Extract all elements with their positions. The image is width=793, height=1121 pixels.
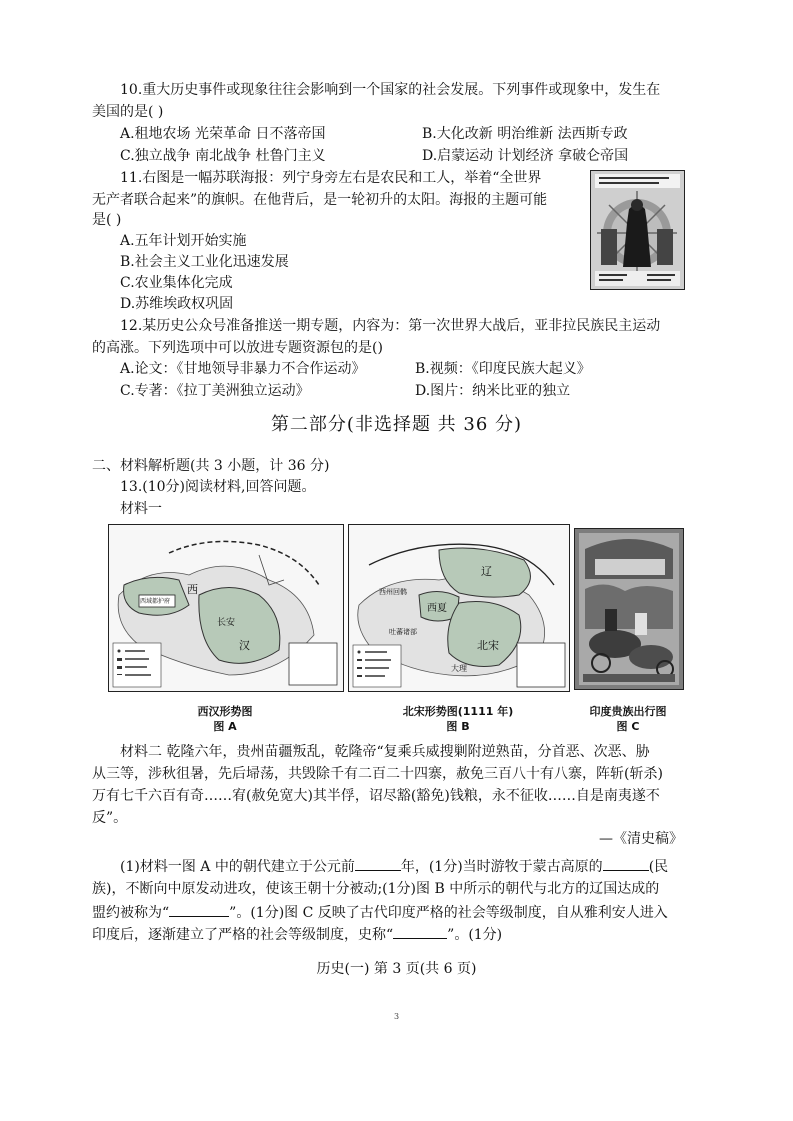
page-number: 3 [393, 1012, 400, 1021]
q13-1-line1 [120, 856, 668, 877]
q13-1-line2: 族)，不断向中原发动进攻，使该王朝十分被动;(1分)图 B 中所示的朝代与北方的辽国达成的 [92, 881, 660, 897]
q12-line2: 的高涨。下列选项中可以放进专题资源包的是() [92, 340, 383, 356]
material2-line2: 从三等，涉秋徂暑，先后埽荡，共毁除千有二百二十四寨，赦免三百八十有八寨，阵斩(斩杀) [92, 766, 663, 782]
q12-option-d: D.图片：纳米比亚的独立 [415, 383, 571, 399]
material2-line4: 反”。 [92, 810, 128, 826]
answer-blank-year[interactable] [355, 856, 401, 871]
figure-b-label: 图 B [446, 720, 470, 733]
figure-a-caption: 西汉形势图 [197, 705, 253, 718]
q10-option-d: D.启蒙运动 计划经济 拿破仑帝国 [422, 148, 629, 164]
q13-1-line4 [92, 924, 502, 945]
q10-option-b: B.大化改新 明治维新 法西斯专政 [422, 126, 628, 142]
q11-option-a: A.五年计划开始实施 [120, 233, 247, 249]
map-a-label-han: 汉 [239, 639, 250, 652]
q12-option-a: A.论文：《甘地领导非暴力不合作运动》 [120, 361, 366, 377]
figure-b-caption: 北宋形势图(1111 年) [402, 705, 514, 718]
figure-a-label: 图 A [213, 720, 237, 733]
material1-label: 材料一 [120, 501, 162, 517]
q13-1-text-g: ”。(1分) [447, 927, 503, 943]
map-b-label-dali: 大理 [451, 664, 467, 673]
material2-source: —《清史稿》 [599, 831, 683, 847]
q11-line2: 无产者联合起来”的旗帜。在他背后，是一轮初升的太阳。海报的主题可能 [92, 192, 548, 208]
map-a-label-xi: 西 [187, 583, 198, 596]
q13-intro: 13.(10分)阅读材料,回答问题。 [120, 479, 316, 495]
indian-nobility-painting [574, 528, 684, 690]
q12-option-b: B.视频：《印度民族大起义》 [415, 361, 591, 377]
answer-blank-treaty[interactable] [169, 902, 229, 917]
q11-option-c: C.农业集体化完成 [120, 275, 233, 291]
q12-option-c: C.专著：《拉丁美洲独立运动》 [120, 383, 310, 399]
map-b-label-tubo: 吐蕃诸部 [389, 628, 417, 636]
map-b-label-xixia: 西夏 [427, 603, 447, 614]
map-northern-song [348, 524, 570, 692]
q10-line1: 10.重大历史事件或现象往往会影响到一个国家的社会发展。下列事件或现象中，发生在 [120, 82, 661, 98]
map-a-label-protectorate: 西域都护府 [140, 598, 171, 605]
q12-line1: 12.某历史公众号准备推送一期专题，内容为：第一次世界大战后，亚非拉民族民主运动 [120, 318, 661, 334]
q13-1-text-f: 印度后，逐渐建立了严格的社会等级制度，史称“ [92, 927, 394, 943]
q13-1-line3 [92, 902, 668, 923]
part2-title: 第二部分(非选择题 共 36 分) [270, 414, 523, 435]
q13-1-text-b: 年，(1分)当时游牧于蒙古高原的 [400, 859, 603, 875]
q10-line2: 美国的是( ) [92, 104, 164, 120]
material2-line3: 万有七千六百有奇……宥(赦免宽大)其半俘，诏尽豁(豁免)钱粮，永不征收……自是南夷遂不 [92, 788, 660, 804]
figure-c-caption: 印度贵族出行图 [589, 705, 667, 718]
map-b-label-northern-song: 北宋 [477, 639, 499, 652]
q11-line1: 11.右图是一幅苏联海报：列宁身旁左右是农民和工人，举着“全世界 [120, 170, 542, 186]
q11-line3: 是( ) [92, 212, 122, 228]
q13-1-text-e: ”。(1分)图 C 反映了古代印度严格的社会等级制度，自从雅利安人进入 [229, 905, 668, 921]
map-a-label-changan: 长安 [217, 618, 236, 628]
answer-blank-caste[interactable] [393, 924, 447, 939]
q11-option-d: D.苏维埃政权巩固 [120, 296, 234, 312]
soviet-poster-image [590, 170, 685, 290]
q13-1-text-c: (民 [648, 859, 669, 875]
answer-blank-nomad[interactable] [603, 856, 649, 871]
section2-heading: 二、材料解析题(共 3 小题，计 36 分) [92, 458, 330, 474]
q10-option-a: A.租地农场 光荣革命 日不落帝国 [120, 126, 326, 142]
q13-1-text-d: 盟约被称为“ [92, 905, 170, 921]
q13-1-text-a: (1)材料一图 A 中的朝代建立于公元前 [120, 859, 355, 875]
map-b-label-liao: 辽 [481, 565, 492, 578]
q10-option-c: C.独立战争 南北战争 杜鲁门主义 [120, 148, 326, 164]
map-b-label-uyghur: 西州回鹘 [379, 588, 407, 596]
material2-line1: 材料二 乾隆六年，贵州苗疆叛乱，乾隆帝“复乘兵威搜剿附逆熟苗，分首恶、次恶、胁 [120, 744, 650, 760]
page-footer: 历史(一) 第 3 页(共 6 页) [316, 961, 477, 977]
q11-option-b: B.社会主义工业化迅速发展 [120, 254, 289, 270]
figure-c-label: 图 C [616, 720, 640, 733]
map-western-han [108, 524, 344, 692]
